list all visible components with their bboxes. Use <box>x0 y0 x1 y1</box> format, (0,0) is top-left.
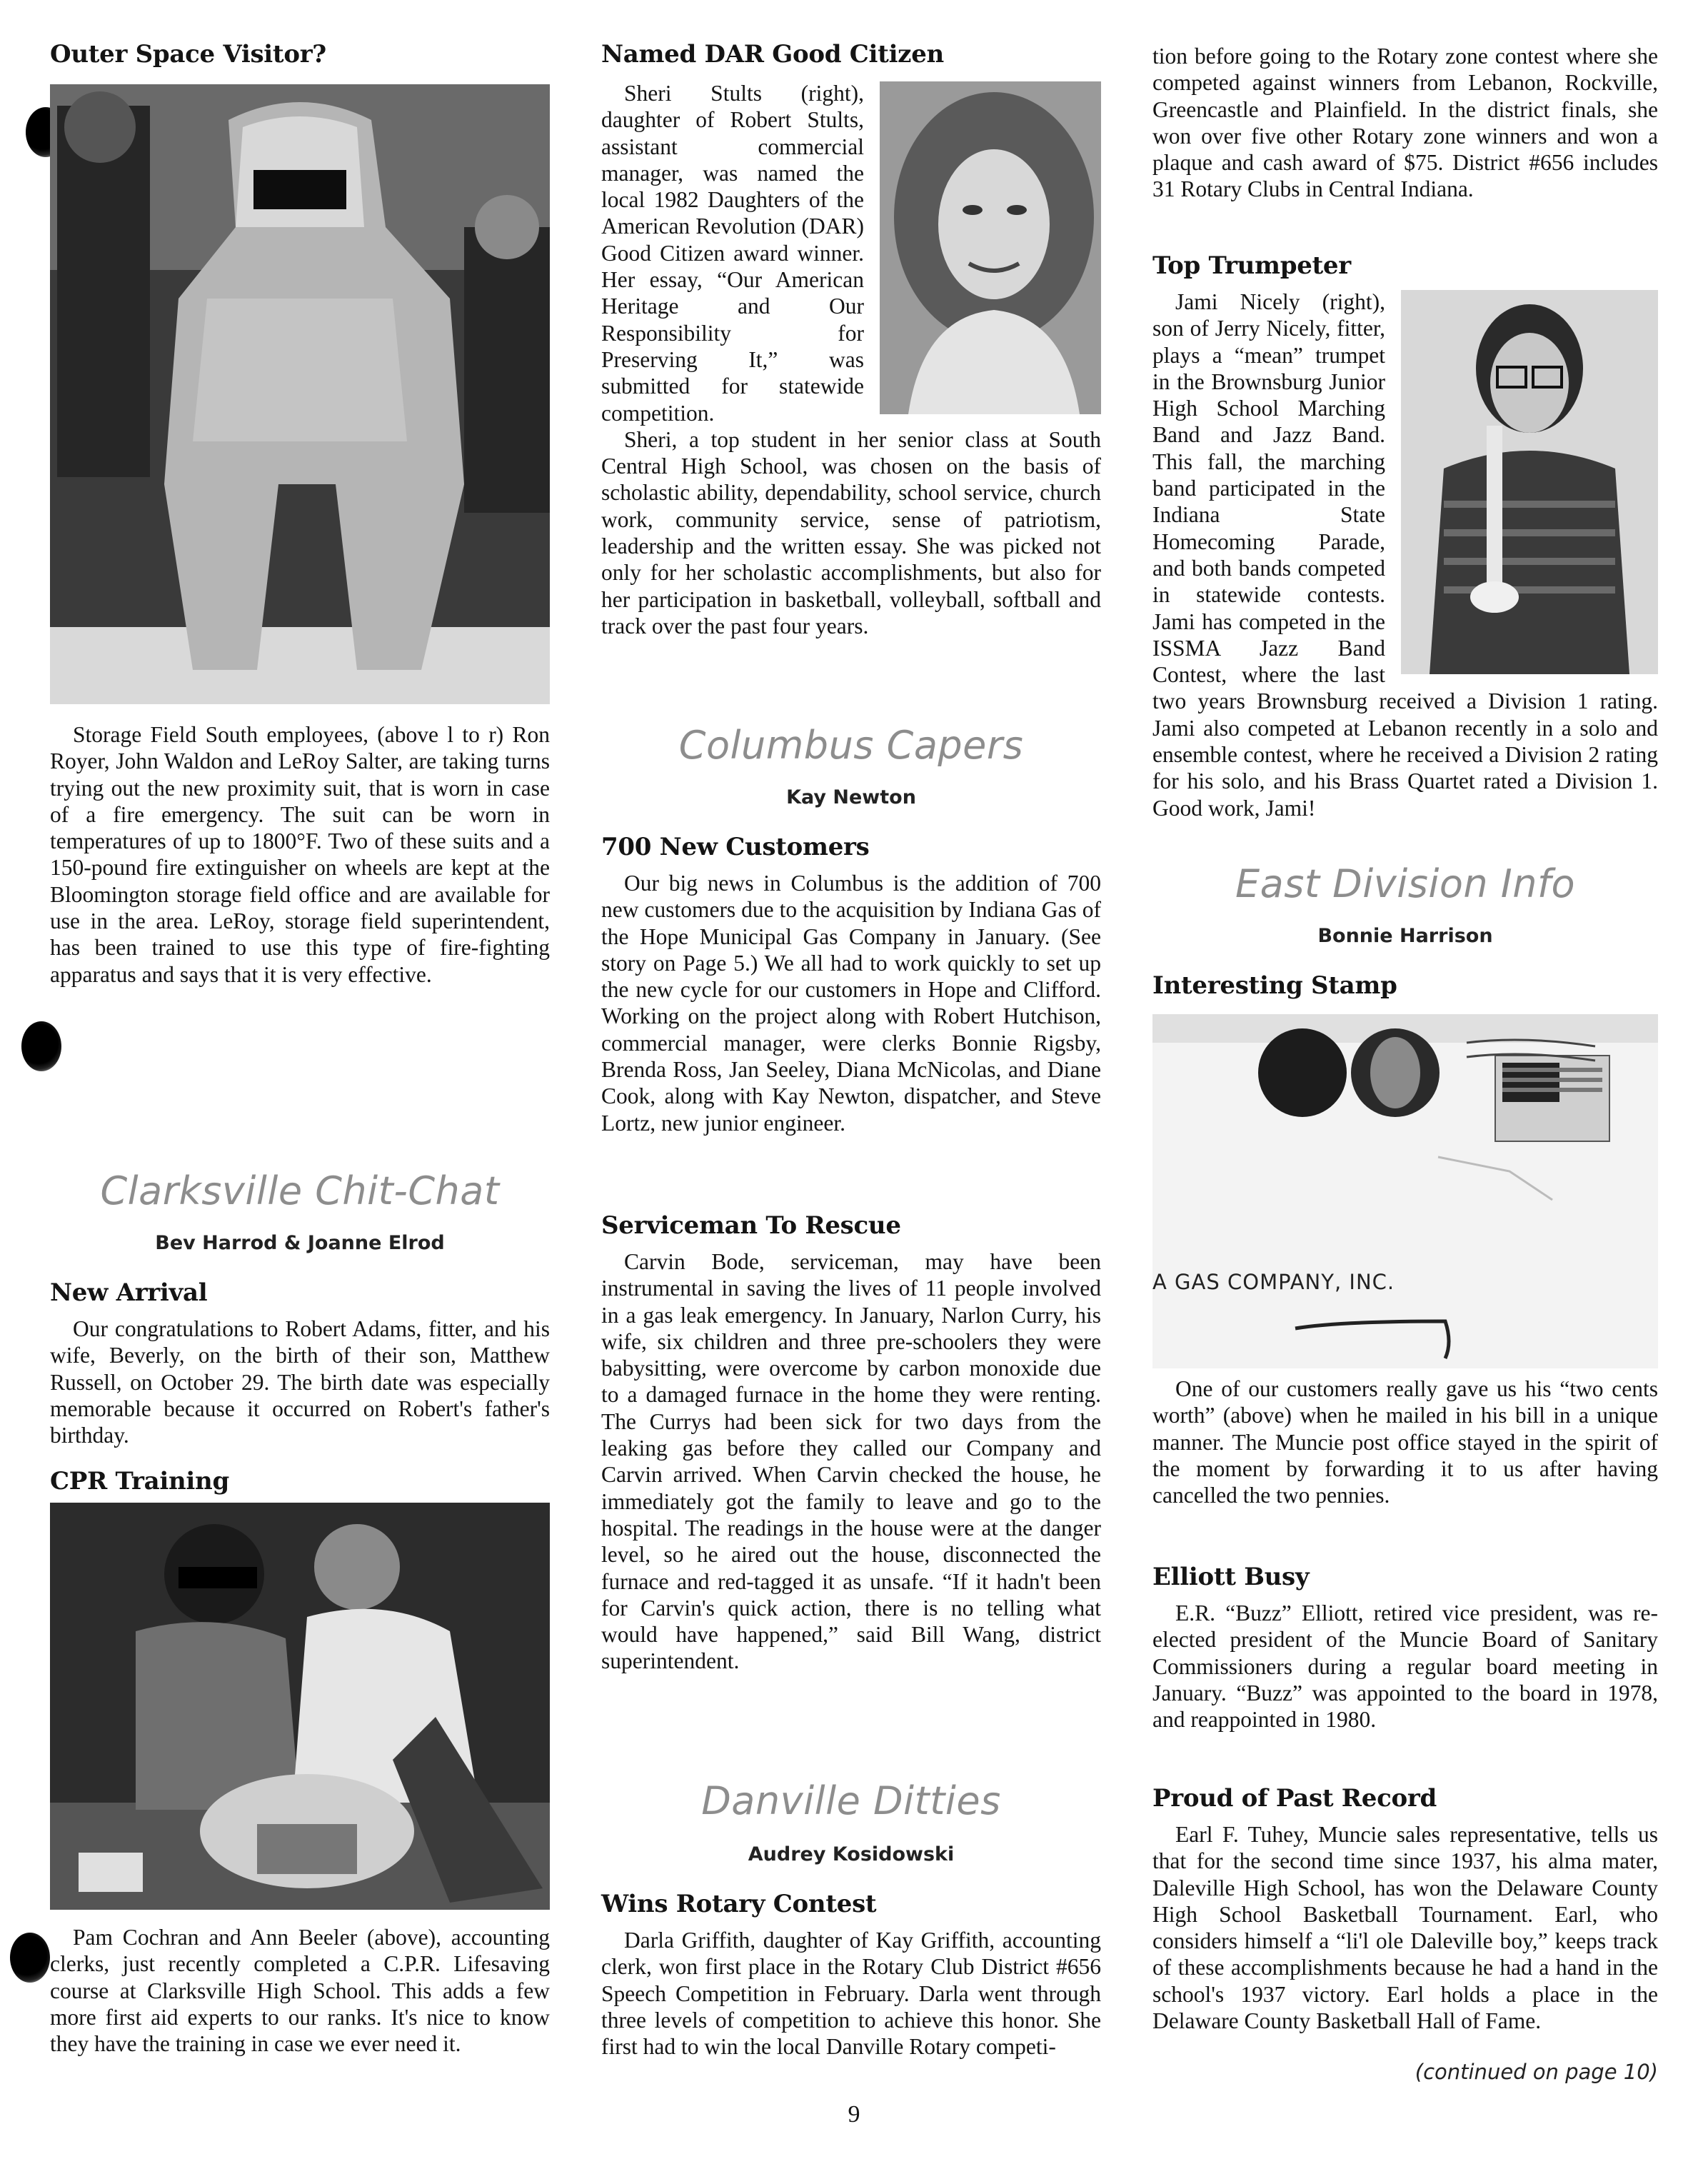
stamp-text: One of our customers really gave us his “two cents worth” (above) when he mailed in his bill in a unique manner. The Muncie post office stayed in the spirit of the moment by forwarding it to us after having cancelled the two pennies. <box>1152 1376 1658 1508</box>
east-section-title: East Division Info <box>1235 861 1575 906</box>
outer-space-heading: Outer Space Visitor? <box>50 40 326 69</box>
serviceman-text: Carvin Bode, serviceman, may have been instrumental in saving the lives of 11 people involved in a gas leak emergency. In January, Narlon Curry, his wife, six children and three pre-schoolers they were babysitting, were overcome by carbon monoxide due to a damaged furnace in the home they were renting. The Currys had been sick for two days from the leaking gas before they called our Company and Carvin arrived. When Carvin checked the house, he immediately got the family to leave and go to the hospital. The readings in the house were at the danger level, so he aired out the house, disconnected the furnace and red-tagged it as unsafe. “If it hadn't been for Carvin's quick action, there is no telling what would have happened,” said Bill Wang, district superintendent. <box>601 1249 1101 1674</box>
danville-section-title: Danville Ditties <box>701 1778 1001 1823</box>
punch-hole-bottom <box>10 1933 50 1983</box>
new-customers-heading: 700 New Customers <box>601 833 870 861</box>
sheri-stults-photo <box>880 81 1101 414</box>
rotary-continued-text: tion before going to the Rotary zone contest where she competed against winners from Lebanon, Rockville, Greencastle and Plainfield. In the district finals, she won over five other Rotary zone winners and won a plaque and cash award of $75. District #656 includes 31 Rotary Clubs in Central Indiana. <box>1152 44 1658 202</box>
serviceman-heading: Serviceman To Rescue <box>601 1211 901 1240</box>
clarksville-byline: Bev Harrod & Joanne Elrod <box>155 1232 445 1254</box>
stamp-heading: Interesting Stamp <box>1152 971 1397 1000</box>
dar-heading: Named DAR Good Citizen <box>601 40 944 69</box>
columbus-byline: Kay Newton <box>786 786 916 808</box>
trumpeter-text: Jami Nicely (right), son of Jerry Nicely, fitter, plays a “mean” trumpet in the Brownsburg Junior High School Marching Band and Jazz Band. This fall, the marching band participated in the Indiana State Homecoming Parade, and both bands competed in statewide contests. Jami has competed in the ISSMA Jazz Band Contest, where the last two years Brownsburg received a Division 1 rating. Jami also competed at Lebanon recently in a solo and ensemble contest, where he received a Division 2 rating for his solo, and his Brass Quartet rated a Division 1. Good work, Jami! <box>1152 289 1658 821</box>
new-customers-text: Our big news in Columbus is the addition of 700 new customers due to the acquisition by Indiana Gas of the Hope Municipal Gas Company in January. (See story on Page 5.) We all had to work quickly to set up the new cycle for our customers in Hope and Clifford. Working on the project along with Robert Hutchison, commercial manager, were clerks Bonnie Rigsby, Brenda Ross, Jan Seeley, Diana McNicolas, and Diane Cook, along with Kay Newton, dispatcher, and Steve Lortz, new junior engineer. <box>601 871 1101 1136</box>
dar-article: Sheri Stults (right), daughter of Robert Stults, assistant commercial manager, was named the local 1982 Daughters of the American Revolution (DAR) Good Citizen award winner. Her essay, “Our American Heritage and Our Responsibility for Preserving It,” was submitted for statewide competition. Sheri, a top student in her senior class at South Central High School, was chosen on the basis of scholastic ability, dependability, school service, church work, community service, sense of patriotism, leadership and the written essay. She was picked not only for her scholastic accomplishments, but also for her participation in basketball, volleyball, softball and track over the past four years. <box>601 81 1101 638</box>
rotary-text: Darla Griffith, daughter of Kay Griffith, accounting clerk, won first place in the Rotary Club District #656 Speech Competition in February. Darla went through three levels of competition to achieve this honor. She first had to win the local Danville Rotary competi- <box>601 1928 1101 2060</box>
rotary-heading: Wins Rotary Contest <box>601 1890 877 1918</box>
trumpeter-heading: Top Trumpeter <box>1152 251 1351 280</box>
danville-byline: Audrey Kosidowski <box>748 1843 955 1865</box>
cpr-training-photo <box>50 1503 550 1910</box>
two-pennies-envelope-photo <box>1152 1014 1658 1368</box>
punch-hole-middle <box>21 1021 61 1071</box>
east-byline: Bonnie Harrison <box>1317 925 1493 947</box>
outer-space-caption: Storage Field South employees, (above l to r) Ron Royer, John Waldon and LeRoy Salter, are taking turns trying out the new proximity suit, that is worn in case of a fire emergency. The suit can be worn in temperatures of up to 1800°F. Two of these suits and a 150-pound fire extinguisher on wheels are kept at the Bloomington storage field office and are available for use in the area. LeRoy, storage field superintendent, has been trained to use this type of fire-fighting apparatus and says that it is very effective. <box>50 722 550 987</box>
past-record-text: Earl F. Tuhey, Muncie sales representative, tells us that for the second time since 1937, his alma mater, Daleville High School, has won the Delaware County High School Basketball Tournament. Earl, who considers himself a “li'l ole Daleville boy,” keeps track of these accomplishments because he had a hand in the school's 1937 victory. Earl holds a place in the Delaware County Basketball Hall of Fame. <box>1152 1822 1658 2034</box>
past-record-heading: Proud of Past Record <box>1152 1784 1437 1813</box>
cpr-heading: CPR Training <box>50 1467 229 1496</box>
envelope-print: A GAS COMPANY, INC. <box>1152 1270 1395 1294</box>
new-arrival-text: Our congratulations to Robert Adams, fitter, and his wife, Beverly, on the birth of their son, Matthew Russell, on October 29. The birth date was especially memorable because it occurred on Robert's father's birthday. <box>50 1316 550 1448</box>
elliott-heading: Elliott Busy <box>1152 1563 1310 1591</box>
new-arrival-heading: New Arrival <box>50 1278 208 1307</box>
continued-note: (continued on page 10) <box>1415 2060 1658 2084</box>
cpr-caption: Pam Cochran and Ann Beeler (above), accounting clerks, just recently completed a C.P.R. Lifesaving course at Clarksville High School. This adds a few more first aid experts to our ranks. It's nice to know they have the training in case we ever need it. <box>50 1925 550 2057</box>
proximity-suit-photo <box>50 84 550 704</box>
columbus-section-title: Columbus Capers <box>678 723 1024 768</box>
clarksville-section-title: Clarksville Chit-Chat <box>100 1168 500 1213</box>
page-number: 9 <box>848 2101 860 2128</box>
jami-nicely-photo <box>1401 290 1658 674</box>
elliott-text: E.R. “Buzz” Elliott, retired vice president, was re-elected president of the Muncie Board of Sanitary Commissioners during a regular board meeting in January. “Buzz” was appointed to the board in 1978, and reappointed in 1980. <box>1152 1601 1658 1733</box>
